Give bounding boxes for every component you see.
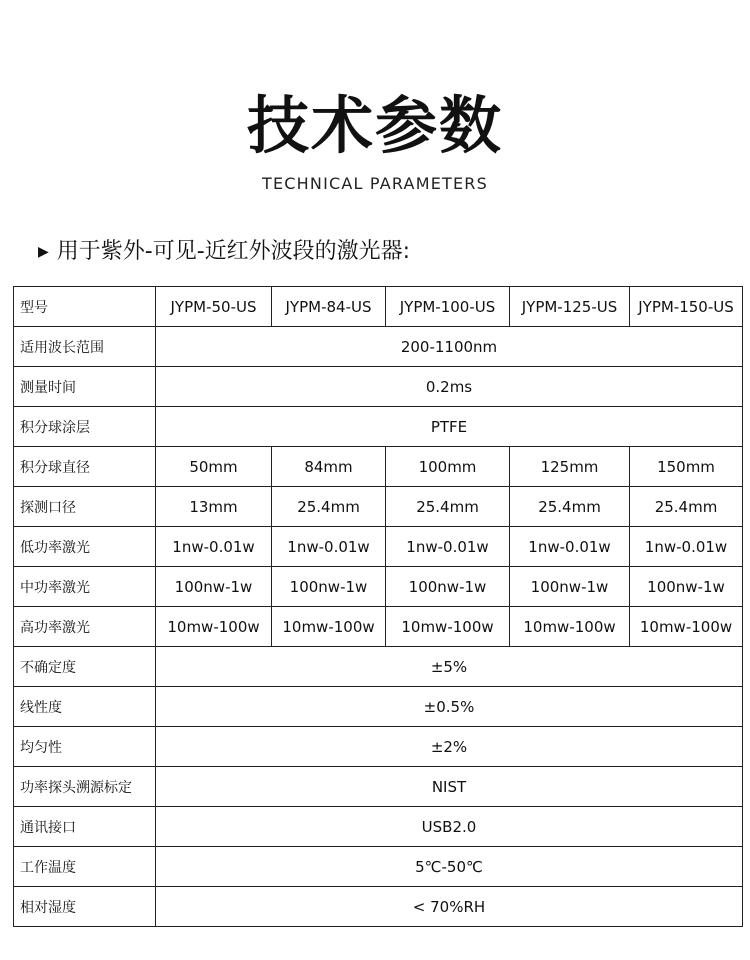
header-model-cell: JYPM-125-US [510, 287, 630, 327]
row-label: 中功率激光 [14, 567, 156, 607]
table-row [14, 447, 743, 487]
row-value: 10mw-100w [510, 607, 630, 647]
header-model-cell: JYPM-50-US [156, 287, 272, 327]
header-model-cell: JYPM-150-US [630, 287, 743, 327]
row-value: 100nw-1w [630, 567, 743, 607]
table-row [14, 407, 743, 447]
table-row [14, 687, 743, 727]
row-value: 100mm [386, 447, 510, 487]
table-row [14, 327, 743, 367]
row-value: USB2.0 [156, 807, 743, 847]
row-label: 适用波长范围 [14, 327, 156, 367]
row-value: 25.4mm [510, 487, 630, 527]
row-value: 0.2ms [156, 367, 743, 407]
row-value: 13mm [156, 487, 272, 527]
row-value: 1nw-0.01w [510, 527, 630, 567]
row-value: 1nw-0.01w [386, 527, 510, 567]
row-label: 不确定度 [14, 647, 156, 687]
table-row [14, 567, 743, 607]
table-header-row [14, 287, 743, 327]
row-label: 积分球涂层 [14, 407, 156, 447]
row-value: < 70%RH [156, 887, 743, 927]
row-value: 25.4mm [386, 487, 510, 527]
row-label: 通讯接口 [14, 807, 156, 847]
row-label: 探测口径 [14, 487, 156, 527]
table-row [14, 727, 743, 767]
row-label: 高功率激光 [14, 607, 156, 647]
table-row [14, 647, 743, 687]
row-value: 100nw-1w [510, 567, 630, 607]
row-label: 线性度 [14, 687, 156, 727]
row-label: 工作温度 [14, 847, 156, 887]
table-row [14, 887, 743, 927]
row-label: 均匀性 [14, 727, 156, 767]
page-title: 技术参数 [246, 89, 503, 162]
row-value: 125mm [510, 447, 630, 487]
table-row [14, 527, 743, 567]
header-label-cell: 型号 [14, 287, 156, 327]
row-value: 1nw-0.01w [272, 527, 386, 567]
row-value: 100nw-1w [386, 567, 510, 607]
table-row [14, 847, 743, 887]
row-label: 积分球直径 [14, 447, 156, 487]
table-row [14, 487, 743, 527]
row-value: 1nw-0.01w [630, 527, 743, 567]
row-value: 200-1100nm [156, 327, 743, 367]
section-header [38, 236, 410, 268]
table-row [14, 367, 743, 407]
row-value: 25.4mm [272, 487, 386, 527]
row-value: ±0.5% [156, 687, 743, 727]
spec-table [13, 286, 743, 927]
table-row [14, 807, 743, 847]
row-value: 25.4mm [630, 487, 743, 527]
row-value: ±2% [156, 727, 743, 767]
row-value: 100nw-1w [156, 567, 272, 607]
row-value: 10mw-100w [272, 607, 386, 647]
page-subtitle: TECHNICAL PARAMETERS [262, 174, 488, 193]
row-value: 5℃-50℃ [156, 847, 743, 887]
row-value: ±5% [156, 647, 743, 687]
row-value: 1nw-0.01w [156, 527, 272, 567]
row-label: 低功率激光 [14, 527, 156, 567]
header-model-cell: JYPM-84-US [272, 287, 386, 327]
row-value: 150mm [630, 447, 743, 487]
section-heading: 用于紫外-可见-近红外波段的激光器: [56, 239, 411, 264]
row-value: 10mw-100w [630, 607, 743, 647]
row-value: 84mm [272, 447, 386, 487]
header-model-cell: JYPM-100-US [386, 287, 510, 327]
triangle-right-icon: ▶ [38, 244, 49, 260]
table-row [14, 607, 743, 647]
row-label: 测量时间 [14, 367, 156, 407]
row-value: NIST [156, 767, 743, 807]
row-value: 10mw-100w [156, 607, 272, 647]
row-value: 10mw-100w [386, 607, 510, 647]
row-label: 功率探头溯源标定 [14, 767, 156, 807]
table-row [14, 767, 743, 807]
row-value: 50mm [156, 447, 272, 487]
row-label: 相对湿度 [14, 887, 156, 927]
row-value: 100nw-1w [272, 567, 386, 607]
row-value: PTFE [156, 407, 743, 447]
